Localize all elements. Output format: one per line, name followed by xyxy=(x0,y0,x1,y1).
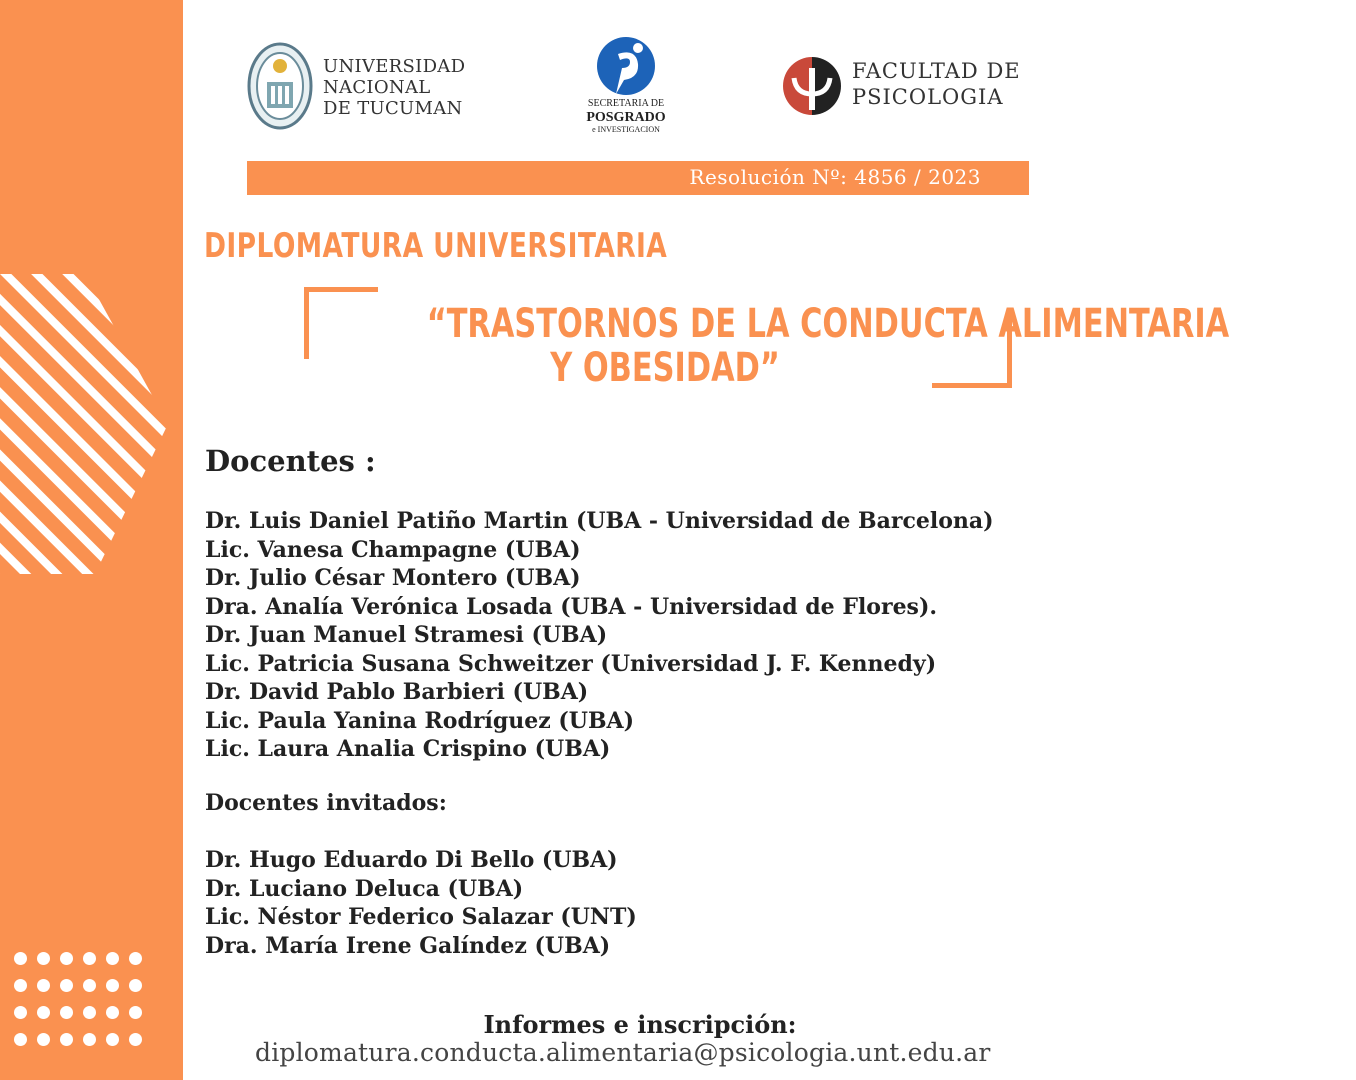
list-item: Dr. Hugo Eduardo Di Bello (UBA) xyxy=(205,847,618,873)
dot-decoration xyxy=(14,979,27,992)
dot-decoration xyxy=(129,979,142,992)
dot-decoration xyxy=(14,952,27,965)
list-item: Lic. Paula Yanina Rodríguez (UBA) xyxy=(205,707,635,734)
unt-logo xyxy=(247,42,487,132)
program-title-line-1: “TRASTORNOS DE LA CONDUCTA ALIMENTARIA xyxy=(426,301,1230,347)
resolution-bar xyxy=(247,161,1029,195)
list-item: Lic. Laura Analia Crispino (UBA) xyxy=(205,736,611,762)
psi-logo-icon xyxy=(780,54,844,118)
unt-name: UNIVERSIDAD NACIONAL DE TUCUMAN xyxy=(323,56,466,119)
list-item: Lic. Vanesa Champagne (UBA) xyxy=(205,536,581,563)
side-panel xyxy=(0,0,183,1080)
list-item: Dr. Juan Manuel Stramesi (UBA) xyxy=(205,622,608,648)
list-item: Lic. Patricia Susana Schweitzer (Universidad J. F. Kennedy) xyxy=(205,650,937,677)
posgrado-logo xyxy=(578,34,674,140)
dot-decoration xyxy=(83,952,96,965)
invitados-heading: Docentes invitados: xyxy=(205,790,447,816)
invitados-list xyxy=(205,846,637,960)
docentes-heading: Docentes : xyxy=(205,444,376,478)
dot-decoration xyxy=(129,952,142,965)
docentes-list xyxy=(205,507,994,764)
program-title-line-2: Y OBESIDAD” xyxy=(550,345,780,391)
program-type-heading: DIPLOMATURA UNIVERSITARIA xyxy=(204,226,668,266)
unt-seal-icon xyxy=(247,42,315,130)
dot-decoration xyxy=(37,952,50,965)
list-item: Dra. María Irene Galíndez (UBA) xyxy=(205,932,611,959)
dot-decoration xyxy=(37,979,50,992)
program-title xyxy=(300,301,1230,391)
list-item: Dr. David Pablo Barbieri (UBA) xyxy=(205,679,589,705)
striped-hexagon-decoration xyxy=(0,274,170,574)
dot-decoration xyxy=(60,979,73,992)
resolution-number: Resolución Nº: 4856 / 2023 xyxy=(689,165,981,189)
list-item: Lic. Néstor Federico Salazar (UNT) xyxy=(205,904,637,930)
posgrado-circle-icon xyxy=(578,34,674,98)
posgrado-name: SECRETARIA DE POSGRADO e INVESTIGACION xyxy=(586,98,666,134)
list-item: Dr. Luis Daniel Patiño Martin (UBA - Universidad de Barcelona) xyxy=(205,508,994,534)
list-item: Dr. Luciano Deluca (UBA) xyxy=(205,875,524,902)
dot-decoration xyxy=(60,952,73,965)
contact-email[interactable]: diplomatura.conducta.alimentaria@psicologia.unt.edu.ar xyxy=(255,1038,991,1067)
facultad-name: FACULTAD DE PSICOLOGIA xyxy=(852,59,1021,109)
info-heading: Informes e inscripción: xyxy=(483,1010,797,1039)
list-item: Dra. Analía Verónica Losada (UBA - Universidad de Flores). xyxy=(205,593,938,620)
facultad-logo xyxy=(780,54,1040,118)
list-item: Dr. Julio César Montero (UBA) xyxy=(205,565,581,591)
dot-decoration xyxy=(83,979,96,992)
dot-decoration xyxy=(106,979,119,992)
dot-decoration xyxy=(106,952,119,965)
